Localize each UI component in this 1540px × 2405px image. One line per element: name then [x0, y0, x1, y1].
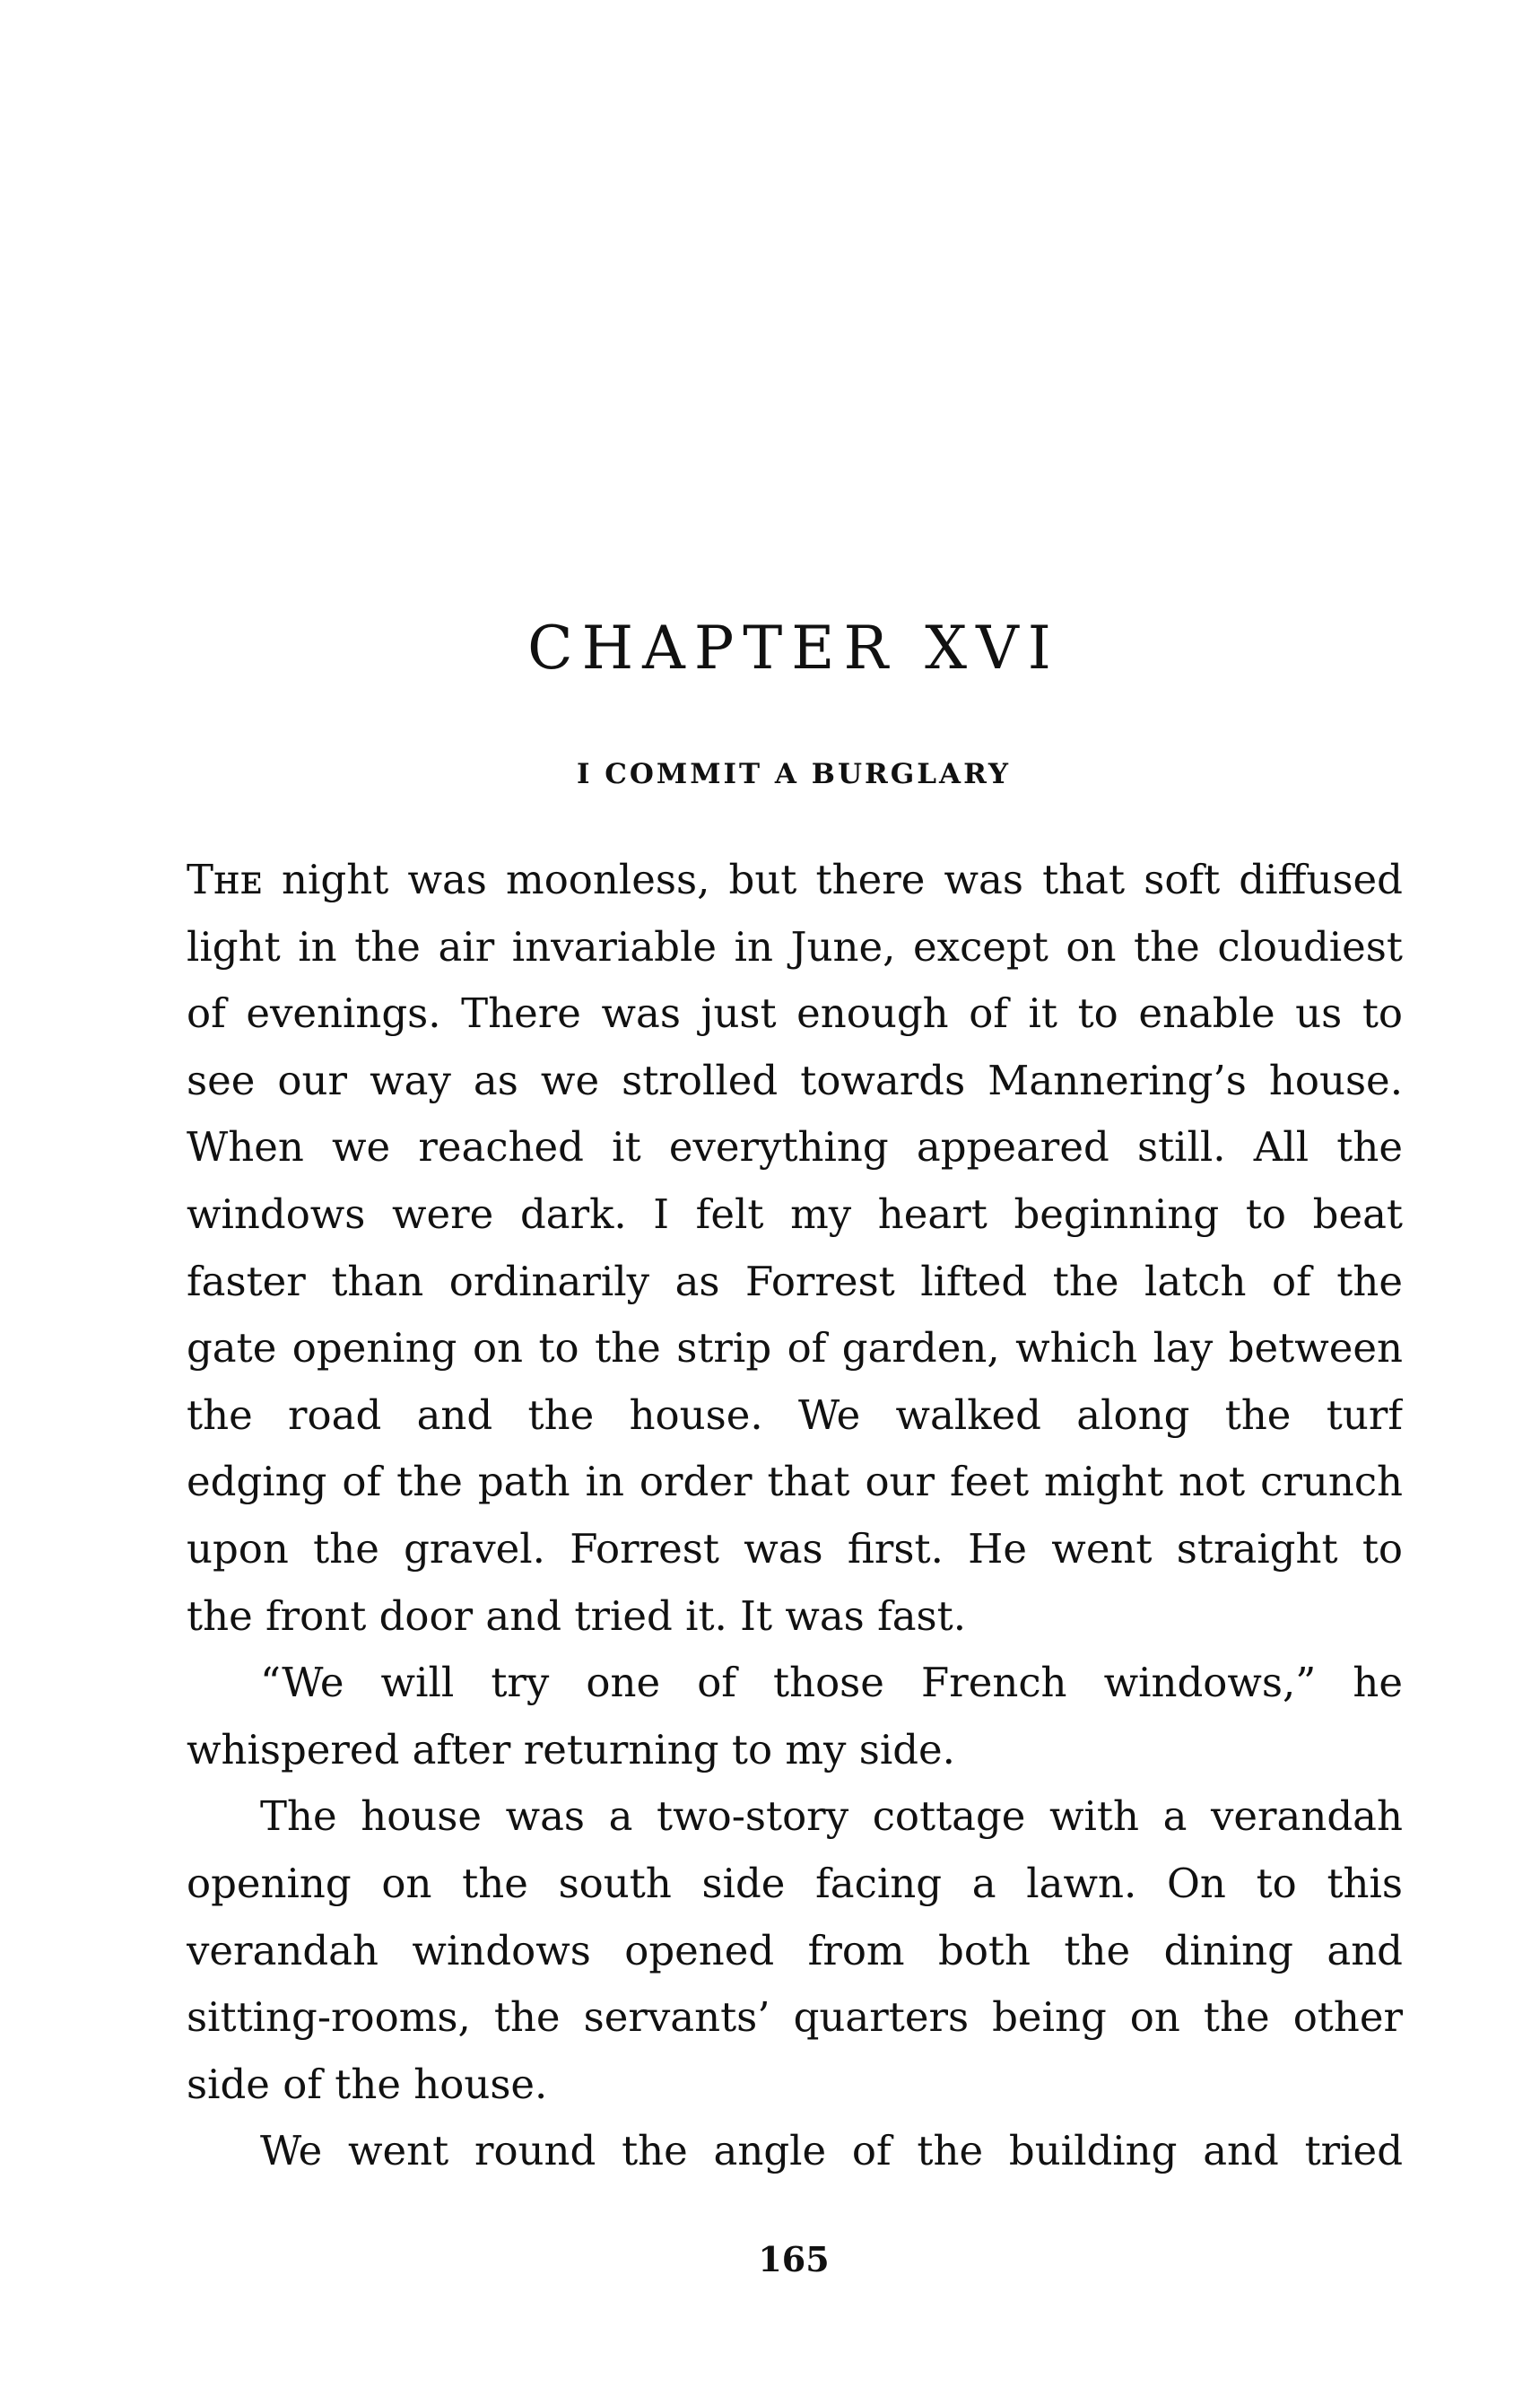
text-line: When we reached it everything appeared still. All the [187, 1123, 1403, 1172]
chapter-title: CHAPTER XVI [527, 614, 1060, 683]
text-line: the road and the house. We walked along the turf [187, 1390, 1403, 1439]
text-line: verandah windows opened from both the dining and [187, 1926, 1403, 1974]
chapter-subtitle: I COMMIT A BURGLARY [576, 758, 1012, 790]
text-line: We went round the angle of the building and tried [260, 2127, 1403, 2175]
text-line: see our way as we strolled towards Mannering’s house. [187, 1056, 1403, 1104]
paragraph [187, 2118, 1403, 2185]
text-line: opening on the south side facing a lawn. On to this [187, 1859, 1403, 1907]
paragraph [187, 1650, 1403, 1783]
text-line: whispered after returning to my side. [187, 1725, 955, 1773]
page-number: 165 [758, 2239, 830, 2279]
text-line: Tʜᴇ night was moonless, but there was that soft diffused [187, 856, 1403, 903]
paragraph [187, 847, 1403, 1650]
text-line: the front door and tried it. It was fast. [187, 1591, 967, 1640]
paragraph [187, 1783, 1403, 2118]
body-text [187, 847, 1403, 2185]
text-line: sitting-rooms, the servants’ quarters being on the other [187, 1993, 1403, 2042]
text-line: windows were dark. I felt my heart beginning to beat [187, 1189, 1403, 1238]
text-line: upon the gravel. Forrest was first. He went straight to [187, 1524, 1403, 1573]
text-line: side of the house. [187, 2060, 548, 2108]
text-line: “We will try one of those French windows,” he [260, 1659, 1403, 1707]
text-line: light in the air invariable in June, except on the cloudiest [187, 922, 1403, 971]
text-line: gate opening on to the strip of garden, which lay between [187, 1324, 1403, 1372]
text-line: of evenings. There was just enough of it to enable us to [187, 989, 1403, 1038]
text-line: The house was a two-story cottage with a verandah [260, 1792, 1403, 1841]
text-line: faster than ordinarily as Forrest lifted the latch of the [187, 1257, 1403, 1305]
text-line: edging of the path in order that our feet might not crunch [187, 1458, 1403, 1506]
